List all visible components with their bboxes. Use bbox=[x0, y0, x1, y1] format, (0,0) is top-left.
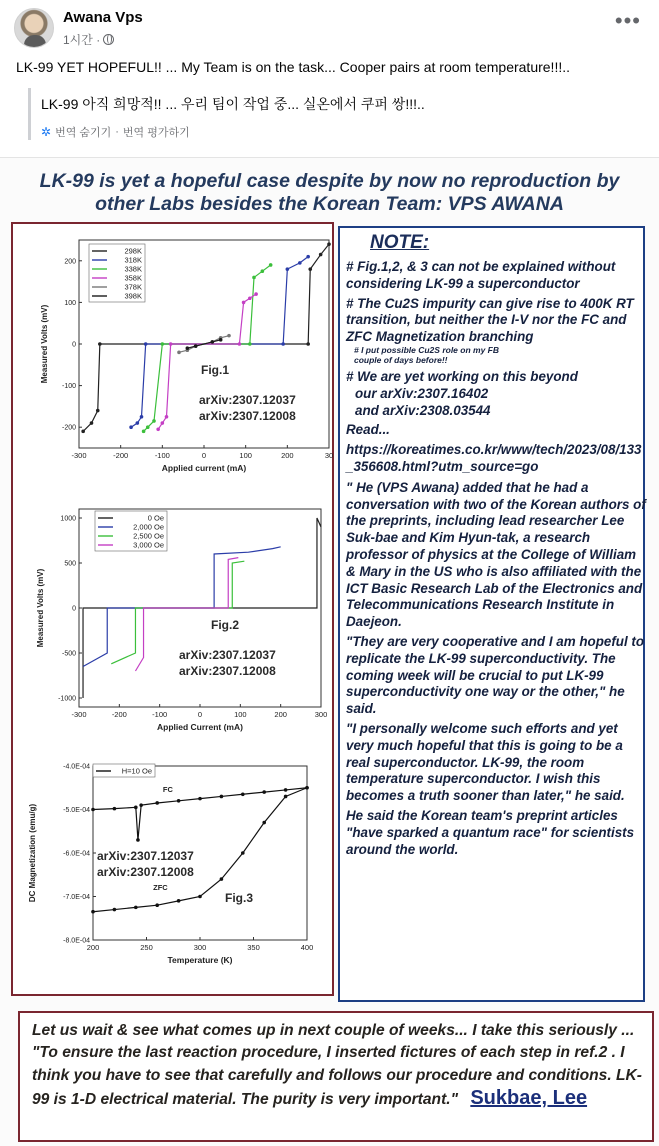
y-tick-label: -6.0E-04 bbox=[63, 850, 90, 858]
data-point bbox=[140, 415, 144, 419]
series-line bbox=[93, 788, 307, 840]
gear-icon: ✲ bbox=[41, 125, 52, 139]
series-name-label: FC bbox=[162, 785, 173, 795]
image-headline bbox=[0, 170, 659, 216]
data-point bbox=[136, 838, 140, 842]
note-paragraph: # Fig.1,2, & 3 can not be explained without considering LK-99 a superconductor bbox=[346, 259, 616, 291]
chart-annotation: arXiv:2307.12037 bbox=[97, 849, 194, 863]
note-arxiv-line-3: and arXiv:2308.03544 bbox=[355, 402, 491, 418]
y-axis-label: DC Magnetization (emu/g) bbox=[28, 803, 37, 903]
rate-translation-link[interactable]: 번역 평가하기 bbox=[122, 127, 190, 139]
y-axis-label: Measured Volts (mV) bbox=[40, 304, 49, 384]
data-point bbox=[198, 895, 202, 899]
note-url: https://koreatimes.co.kr/www/tech/2023/08/133_356608.html?utm_source=go bbox=[346, 442, 642, 474]
data-point bbox=[155, 801, 159, 805]
data-point bbox=[220, 877, 224, 881]
note-cu2s: # The Cu2S impurity can give rise to 400K RT transition, but neither the I-V nor the FC and ZFC Magnetization branching bbox=[346, 295, 634, 345]
data-point bbox=[161, 421, 165, 425]
y-tick-label: -500 bbox=[61, 650, 76, 658]
x-axis-label: Applied Current (mA) bbox=[157, 722, 243, 732]
data-point bbox=[186, 346, 190, 350]
x-tick-label: 100 bbox=[234, 710, 247, 719]
quote-text bbox=[32, 1020, 647, 1112]
data-point bbox=[134, 806, 138, 810]
data-point bbox=[161, 342, 165, 346]
chart-annotation: arXiv:2307.12037 bbox=[179, 648, 276, 662]
note-arxiv-line-1: # We are yet working on this beyond bbox=[346, 368, 578, 384]
data-point bbox=[177, 351, 181, 355]
x-tick-label: -200 bbox=[111, 710, 127, 719]
legend-label: 318K bbox=[124, 255, 142, 265]
legend-label: 2,000 Oe bbox=[133, 522, 164, 532]
data-point bbox=[136, 421, 140, 425]
data-point bbox=[248, 342, 252, 346]
post-time[interactable]: 1시간 · bbox=[63, 33, 101, 47]
chart-title: Fig.2 bbox=[211, 618, 240, 632]
data-point bbox=[238, 342, 242, 346]
legend-label: 358K bbox=[124, 273, 142, 283]
data-point bbox=[286, 267, 290, 271]
chart-svg bbox=[13, 754, 333, 994]
y-tick-label: 100 bbox=[64, 299, 76, 307]
y-axis-label: Measured Volts (mV) bbox=[36, 568, 45, 648]
data-point bbox=[134, 906, 138, 910]
data-point bbox=[298, 261, 302, 265]
note-paragraph bbox=[346, 296, 646, 365]
data-point bbox=[305, 786, 309, 790]
data-point bbox=[262, 790, 266, 794]
y-tick-label: -5.0E-04 bbox=[63, 807, 90, 814]
fig3-chart bbox=[13, 754, 333, 994]
data-point bbox=[241, 851, 245, 855]
data-point bbox=[198, 797, 202, 801]
data-point bbox=[177, 799, 181, 803]
chart-title: Fig.1 bbox=[201, 363, 230, 377]
x-tick-label: 250 bbox=[140, 943, 153, 952]
post-meta bbox=[63, 31, 114, 48]
post-image[interactable] bbox=[0, 157, 659, 1146]
note-paragraph: " He (VPS Awana) added that he had a conversation with two of the Korean authors of the preprints, including lead researcher Lee Suk-bae and Kim Hyun-tak, a research professor of physics at the College of William & Mary in the US who is also affiliated with the ICT Basic Research Lab of the Electronics and Telecommunications Research Institute in Daejeon. bbox=[346, 479, 646, 630]
data-point bbox=[227, 334, 231, 338]
data-point bbox=[91, 910, 95, 914]
x-tick-label: 400 bbox=[300, 943, 314, 952]
series-fc bbox=[91, 786, 309, 842]
legend-label: 2,500 Oe bbox=[133, 531, 164, 541]
data-point bbox=[284, 795, 288, 799]
data-point bbox=[281, 342, 285, 346]
data-point bbox=[254, 292, 258, 296]
series-name-label: ZFC bbox=[153, 882, 168, 892]
y-tick-label: -100 bbox=[61, 383, 76, 391]
data-point bbox=[262, 821, 266, 825]
hide-translation-link[interactable]: 번역 숨기기 bbox=[55, 127, 112, 139]
data-point bbox=[90, 421, 94, 425]
chart-title: Fig.3 bbox=[225, 891, 254, 905]
translation-block bbox=[28, 88, 638, 140]
link-separator: · bbox=[115, 126, 119, 138]
post-text: LK-99 YET HOPEFUL!! ... My Team is on the task... Cooper pairs at room temperature!!!.. bbox=[16, 59, 571, 75]
note-paragraph: "I personally welcome such efforts and yet very much hopeful that this is going to be a real superconductor. LK-99, the room temperature superconductor. I wish this becomes a truth sooner than later," he said. bbox=[346, 720, 625, 804]
chart-annotation: arXiv:2307.12008 bbox=[199, 409, 296, 423]
quote-signature: Sukbae, Lee bbox=[470, 1087, 588, 1110]
x-tick-label: -100 bbox=[152, 710, 168, 719]
note-read: Read... bbox=[346, 422, 390, 438]
data-point bbox=[152, 419, 156, 423]
data-point bbox=[306, 342, 310, 346]
data-point bbox=[308, 267, 312, 271]
data-point bbox=[139, 803, 143, 807]
x-tick-label: -300 bbox=[71, 710, 87, 719]
legend-label: 338K bbox=[124, 264, 142, 274]
data-point bbox=[81, 430, 85, 434]
data-point bbox=[169, 342, 173, 346]
note-title: NOTE: bbox=[370, 232, 430, 253]
y-tick-label: -4.0E-04 bbox=[63, 763, 90, 771]
y-tick-label: 0 bbox=[72, 605, 76, 613]
data-point bbox=[220, 795, 224, 799]
data-point bbox=[155, 903, 159, 907]
data-point bbox=[327, 242, 331, 246]
note-paragraph: He said the Korean team's preprint articles "have sparked a quantum race" for scientists around the world. bbox=[346, 807, 635, 857]
x-tick-label: 300 bbox=[314, 710, 328, 719]
series-338k bbox=[142, 263, 273, 433]
post-header bbox=[0, 0, 659, 56]
globe-icon bbox=[103, 34, 114, 45]
fig1-chart bbox=[13, 226, 333, 488]
legend-label: 378K bbox=[124, 282, 142, 292]
quote-body: Let us wait & see what comes up in next couple of weeks... I take this seriously ... "To ensure the last reaction procedure, I inserted fictures of each step in ref.2 . I think you have to see that carefully and follows our procedure and conditions. LK-99 is 1-D electrical material. The purity is very important." bbox=[32, 1022, 642, 1109]
chart-annotation: arXiv:2307.12008 bbox=[97, 865, 194, 879]
y-tick-label: -8.0E-04 bbox=[63, 937, 90, 945]
data-point bbox=[211, 340, 215, 344]
x-tick-label: -200 bbox=[113, 451, 129, 460]
note-panel bbox=[338, 226, 645, 1002]
y-tick-label: -7.0E-04 bbox=[63, 894, 90, 901]
chart-annotation: arXiv:2307.12008 bbox=[179, 664, 276, 678]
note-paragraph: "They are very cooperative and I am hopeful to replicate the LK-99 superconductivity. The coming week will be crucial to put LK-99 superconductivity one way or the other," he said. bbox=[346, 633, 645, 717]
x-tick-label: -100 bbox=[154, 451, 170, 460]
data-point bbox=[142, 430, 146, 434]
data-point bbox=[306, 255, 310, 259]
data-point bbox=[252, 276, 256, 280]
headline-line-1: LK-99 is yet a hopeful case despite by now no reproduction by bbox=[39, 170, 620, 192]
data-point bbox=[156, 427, 160, 431]
legend-label: 0 Oe bbox=[147, 513, 164, 523]
x-tick-label: 200 bbox=[274, 710, 287, 719]
chart-svg bbox=[13, 226, 333, 488]
legend-label: 298K bbox=[124, 246, 142, 256]
x-tick-label: 100 bbox=[239, 451, 252, 460]
legend-label: H=10 Oe bbox=[121, 766, 152, 776]
note-small-text: # I put possible Cu2S role on my FB couple of days before!! bbox=[354, 344, 499, 365]
data-point bbox=[98, 342, 102, 346]
note-paragraph bbox=[346, 369, 646, 419]
legend-label: 3,000 Oe bbox=[133, 540, 164, 550]
x-tick-label: 200 bbox=[86, 943, 100, 952]
data-point bbox=[261, 269, 265, 273]
y-tick-label: -1000 bbox=[58, 695, 76, 703]
x-tick-label: 200 bbox=[281, 451, 294, 460]
data-point bbox=[129, 425, 133, 429]
chart-svg bbox=[13, 489, 333, 751]
quote-panel bbox=[18, 1011, 654, 1142]
x-tick-label: 350 bbox=[247, 943, 260, 952]
y-tick-label: 1000 bbox=[60, 515, 76, 523]
data-point bbox=[113, 807, 117, 811]
data-point bbox=[96, 409, 100, 413]
data-point bbox=[248, 296, 252, 300]
translated-text: LK-99 아직 희망적!! ... 우리 팀이 작업 중... 실온에서 쿠퍼 쌍!!!.. bbox=[41, 96, 425, 112]
data-point bbox=[144, 342, 148, 346]
note-body bbox=[346, 259, 646, 861]
data-point bbox=[269, 263, 273, 267]
y-tick-label: -200 bbox=[61, 424, 76, 432]
data-point bbox=[91, 808, 95, 812]
chart-annotation: arXiv:2307.12037 bbox=[199, 393, 296, 407]
x-axis-label: Temperature (K) bbox=[167, 955, 233, 965]
more-options-button[interactable]: ••• bbox=[614, 8, 641, 33]
x-tick-label: -300 bbox=[71, 451, 87, 460]
x-tick-label: 30 bbox=[324, 451, 333, 460]
data-point bbox=[242, 301, 246, 305]
x-tick-label: 0 bbox=[197, 710, 203, 719]
data-point bbox=[165, 415, 169, 419]
x-tick-label: 300 bbox=[193, 943, 207, 952]
translation-links bbox=[41, 124, 638, 140]
data-point bbox=[194, 344, 198, 348]
x-tick-label: 0 bbox=[201, 451, 207, 460]
data-point bbox=[284, 788, 288, 792]
data-point bbox=[177, 899, 181, 903]
author-name[interactable]: Awana Vps bbox=[63, 9, 143, 26]
y-tick-label: 500 bbox=[64, 560, 76, 568]
note-arxiv-line-2: our arXiv:2307.16402 bbox=[355, 385, 489, 401]
data-point bbox=[319, 253, 323, 257]
avatar[interactable] bbox=[14, 8, 54, 48]
headline-line-2: other Labs besides the Korean Team: VPS AWANA bbox=[95, 193, 564, 215]
fig2-chart bbox=[13, 489, 333, 751]
y-tick-label: 200 bbox=[64, 258, 76, 266]
legend-label: 398K bbox=[124, 291, 142, 301]
x-axis-label: Applied current (mA) bbox=[161, 463, 247, 473]
data-point bbox=[113, 908, 117, 912]
figures-panel bbox=[11, 222, 334, 996]
data-point bbox=[219, 338, 223, 342]
data-point bbox=[146, 425, 150, 429]
data-point bbox=[241, 792, 245, 796]
y-tick-label: 0 bbox=[72, 341, 76, 349]
